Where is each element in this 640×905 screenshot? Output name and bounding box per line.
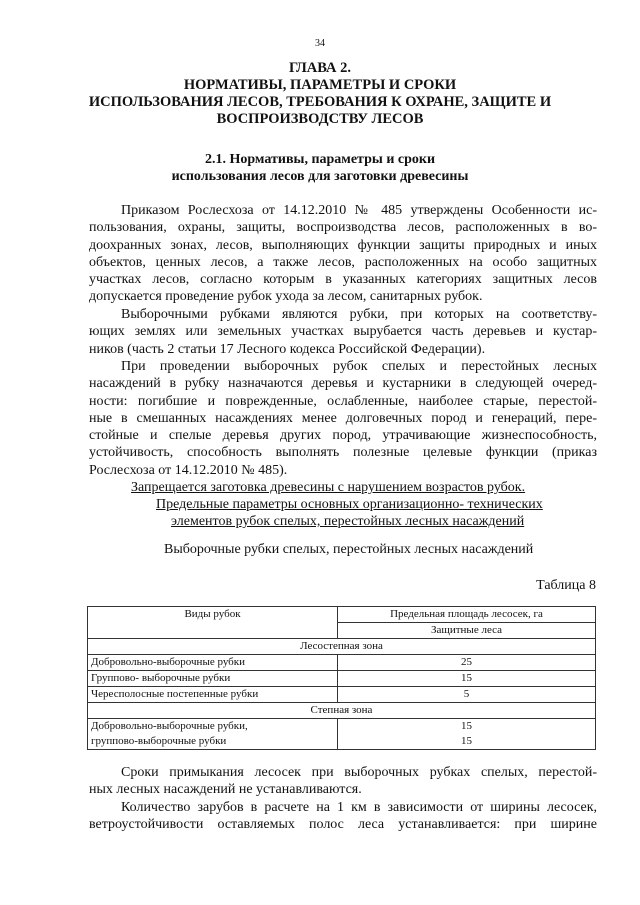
text-line: ющих землях или земельных участках вырубается часть деревьев и кустар-: [89, 324, 597, 340]
table-subheader-row: [88, 623, 596, 639]
cutting-type-cell: Добровольно-выборочные рубки,: [88, 719, 338, 735]
text-line: доохранных зонах, лесов, выполняющих функции защиты природных и иных: [89, 237, 597, 253]
header-cell: Защитные леса: [338, 623, 596, 639]
table-header-row: [88, 607, 596, 623]
parameters-heading-line: Предельные параметры основных организационно- технических: [156, 497, 543, 512]
paragraph-4: [89, 764, 597, 799]
section-title: [60, 151, 580, 185]
paragraph-5: [89, 799, 597, 834]
text-line: участках лесов, согласно которым в указанных категориях защитных лесов: [89, 272, 597, 288]
chapter-line: ГЛАВА 2.: [288, 60, 352, 76]
cutting-type-cell: группово-выборочные рубки: [88, 734, 338, 750]
cutting-type-cell: Добровольно-выборочные рубки: [88, 655, 338, 671]
header-cell: Предельная площадь лесосек, га: [338, 607, 596, 623]
text-line: объектов, ценных лесов, а также лесов, расположенных на особо защитных: [89, 254, 597, 270]
text-line: Сроки примыкания лесосек при выборочных рубках спелых, перестой-: [121, 765, 597, 780]
chapter-line: ВОСПРОИЗВОДСТВУ ЛЕСОВ: [216, 111, 424, 127]
paragraph-2: [89, 306, 597, 358]
chapter-line: ИСПОЛЬЗОВАНИЯ ЛЕСОВ, ТРЕБОВАНИЯ К ОХРАНЕ, ЗАЩИТЕ И: [88, 94, 552, 110]
text-line: ных лесных насаждений не устанавливаются.: [89, 782, 362, 798]
zone-row: [88, 703, 596, 719]
table-caption: Выборочные рубки спелых, перестойных лесных насаждений: [164, 542, 534, 557]
text-line: При проведении выборочных рубок спелых и перестойных лесных: [121, 359, 597, 374]
header-cell-empty: [88, 623, 338, 639]
prohibition-line: Запрещается заготовка древесины с нарушением возрастов рубок.: [131, 480, 526, 495]
parameters-heading-line: элементов рубок спелых, перестойных лесных насаждений: [171, 514, 525, 529]
text-line: Выборочными рубками являются рубки, при которых на соответству-: [121, 307, 597, 322]
area-cell: 25: [338, 655, 596, 671]
section-line: 2.1. Нормативы, параметры и сроки: [204, 152, 436, 167]
text-line: допускается проведение рубок ухода за лесом, санитарных рубок.: [89, 289, 483, 305]
chapter-line: НОРМАТИВЫ, ПАРАМЕТРЫ И СРОКИ: [183, 77, 457, 93]
text-line: ные в смешанных насаждениях менее долговечных пород и генераций, пере-: [89, 410, 597, 426]
table-label: Таблица 8: [536, 578, 596, 593]
area-cell: 15: [338, 671, 596, 687]
zone-cell: Лесостепная зона: [88, 639, 596, 655]
text-line: ников (часть 2 статьи 17 Лесного кодекса Российской Федерации).: [89, 341, 486, 357]
text-line: стойные и спелые деревья других пород, утрачивающие жизнеспособность,: [89, 428, 597, 444]
text-line: Рослесхоза от 14.12.2010 № 485).: [89, 462, 288, 478]
paragraph-1: [89, 202, 597, 306]
table-row: [88, 719, 596, 735]
section-line: использования лесов для заготовки древесины: [171, 169, 469, 184]
table-row: [88, 687, 596, 703]
text-line: ности: погибшие и поврежденные, ослабленные, наиболее старые, перестой-: [89, 393, 597, 409]
cutting-type-cell: Группово- выборочные рубки: [88, 671, 338, 687]
text-line: Количество зарубов в расчете на 1 км в зависимости от ширины лесосек,: [121, 800, 597, 815]
header-cell: Виды рубок: [88, 607, 338, 623]
table-row: [88, 671, 596, 687]
cutting-type-cell: Чересполосные постепенные рубки: [88, 687, 338, 703]
page-number: 34: [315, 38, 325, 49]
text-line: насаждений в рубку назначаются деревья и кустарники в следующей очеред-: [89, 376, 597, 392]
text-line: пользования, охраны, защиты, воспроизводства лесов, расположенных в во-: [89, 220, 597, 236]
table-row: [88, 734, 596, 750]
text-line: устойчивость, способность выполнять полезные целевые функции (приказ: [89, 445, 597, 461]
chapter-title: [60, 60, 580, 128]
table-row: [88, 655, 596, 671]
text-line: ветроустойчивости оставляемых полос леса устанавливается: при ширине: [89, 817, 597, 833]
text-line: Приказом Рослесхоза от 14.12.2010 № 485 утверждены Особенности ис-: [121, 203, 597, 218]
area-cell: 15: [338, 734, 596, 750]
zone-row: [88, 639, 596, 655]
area-cell: 5: [338, 687, 596, 703]
limits-table: [87, 606, 596, 750]
paragraph-3: [89, 358, 597, 479]
zone-cell: Степная зона: [88, 703, 596, 719]
area-cell: 15: [338, 719, 596, 735]
